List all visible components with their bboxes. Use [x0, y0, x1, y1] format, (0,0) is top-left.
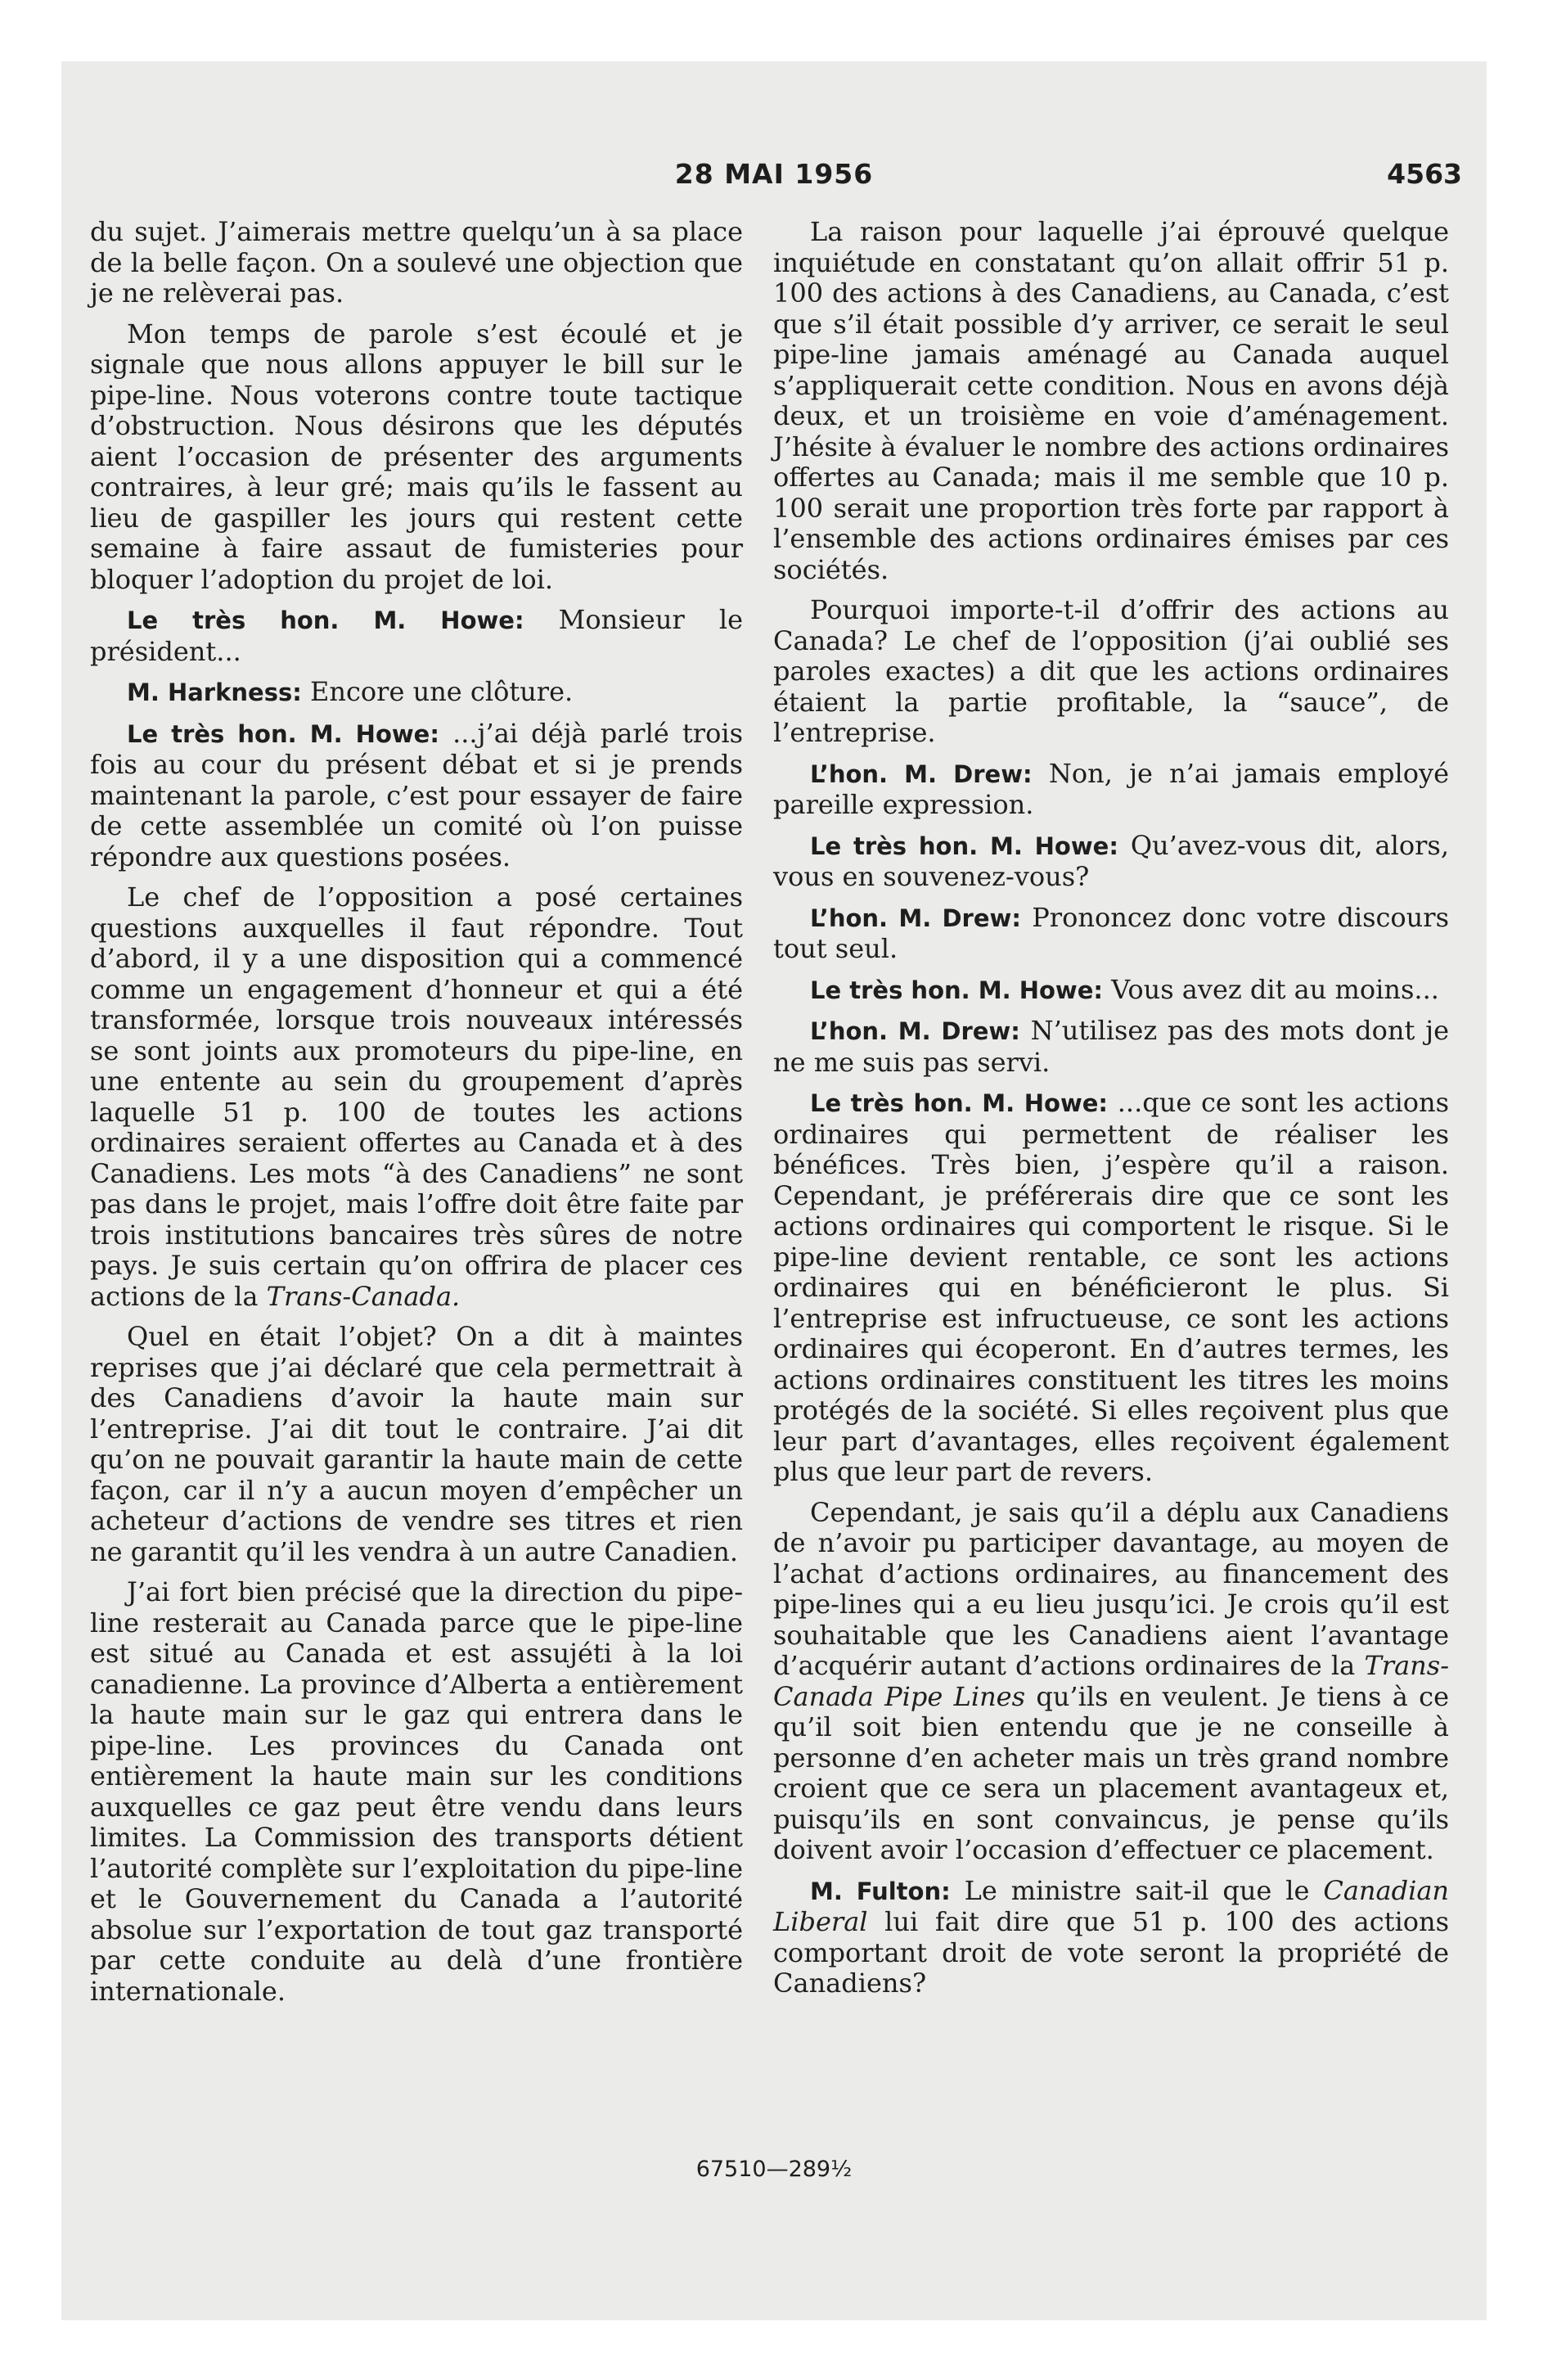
speech [90, 677, 743, 709]
paragraph [773, 1498, 1449, 1866]
speech-text: Monsieur le président... [90, 604, 744, 667]
speech [773, 759, 1449, 821]
speech-text: ...que ce sont les actions ordinaires qui permettent de réaliser les bénéfices. Très bien, j’espère qu’il a raison. Cependant, je préférerais dire que ce sont les actions ordinaires qui comportent le risque. Si le pipe-line devient rentable, ce sont les actions ordinaires qui en bénéficieront le plus. Si l’entreprise est infructueuse, ce sont les actions ordinaires qui écoperont. En d’autres termes, les actions ordinaires constituent les titres les moins protégés de la société. Si elles reçoivent plus que leur part d’avantages, elles reçoivent également plus que leur part de revers. [773, 1087, 1450, 1487]
speaker-name: M. Fulton: [810, 1877, 951, 1905]
speech [773, 975, 1449, 1007]
speech [773, 1876, 1449, 1999]
speaker-name: L’hon. M. Drew: [810, 1017, 1020, 1045]
footer-code: 67510—289½ [695, 2157, 853, 2182]
paragraph: du sujet. J’aimerais mettre quelqu’un à sa place de la belle façon. On a soulevé une objection que je ne relèverai pas. [90, 216, 743, 309]
speech-text: Qu’avez-vous dit, alors, vous en souvenez-vous? [773, 829, 1450, 892]
paragraph-text: Le chef de l’opposition a posé certaines questions auxquelles il faut répondre. Tout d’abord, il y a une disposition qui a commencé comme un engagement d’honneur et qui a été transformée, lorsque trois nouveaux intéressés se sont joints aux promoteurs du pipe-line, en une entente au sein du groupement d’après laquelle 51 p. 100 de toutes les actions ordinaires seraient offertes au Canada et à des Canadiens. Les mots “à des Canadiens” ne sont pas dans le projet, mais l’offre doit être faite par trois institutions bancaires très sûres de notre pays. Je suis certain qu’on offrira de placer ces actions de la [90, 881, 743, 1312]
paragraph: La raison pour laquelle j’ai éprouvé quelque inquiétude en constatant qu’on allait offrir 51 p. 100 des actions à des Canadiens, au Canada, c’est que s’il était possible d’y arriver, ce serait le seul pipe-line jamais aménagé au Canada auquel s’appliquerait cette condition. Nous en avons déjà deux, et un troisième en voie d’aménagement. J’hésite à évaluer le nombre des actions ordinaires offertes au Canada; mais il me semble que 10 p. 100 serait une proportion très forte par rapport à l’ensemble des actions ordinaires émises par ces sociétés. [773, 216, 1449, 585]
left-column [90, 217, 743, 2017]
speaker-name: L’hon. M. Drew: [810, 760, 1033, 788]
speaker-name: M. Harkness: [127, 678, 302, 706]
speaker-name: Le très hon. M. Howe: [127, 719, 439, 748]
italic-name: Canadian Liberal [773, 1874, 1450, 1937]
speech-text: Prononcez donc votre discours tout seul. [773, 901, 1449, 964]
speech-text: lui fait dire que 51 p. 100 des actions comportant droit de vote seront la propriété de Canadiens? [773, 1906, 1449, 1999]
speech-text: N’utilisez pas des mots dont je ne me suis pas servi. [773, 1015, 1450, 1078]
header-date: 28 MAI 1956 [674, 158, 874, 190]
speaker-name: Le très hon. M. Howe: [810, 976, 1103, 1004]
speaker-name: Le très hon. M. Howe: [127, 606, 524, 634]
speech [773, 1016, 1449, 1078]
italic-name: Trans-Canada. [266, 1280, 461, 1312]
speech [773, 831, 1449, 893]
speech-text: Encore une clôture. [301, 676, 574, 707]
right-column [773, 217, 1449, 2009]
paragraph [90, 882, 743, 1312]
paragraph: J’ai fort bien précisé que la direction du pipe-line resterait au Canada parce que le pipe-line est situé au Canada et est assujéti à la loi canadienne. La province d’Alberta a entièrement la haute main sur le gaz qui entrera dans le pipe-line. Les provinces du Canada ont entièrement la haute main sur les conditions auxquelles ce gaz peut être vendu dans leurs limites. La Commission des transports détient l’autorité complète sur l’exploitation du pipe-line et le Gouvernement du Canada a l’autorité absolue sur l’exportation de tout gaz transporté par cette conduite au delà d’une frontière internationale. [90, 1576, 743, 2007]
paragraph: Quel en était l’objet? On a dit à maintes reprises que j’ai déclaré que cela permettrait à des Canadiens d’avoir la haute main sur l’entreprise. J’ai dit tout le contraire. J’ai dit qu’on ne pouvait garantir la haute main de cette façon, car il n’y a aucun moyen d’empêcher un acheteur d’actions de vendre ses titres et rien ne garantit qu’il les vendra à un autre Canadien. [90, 1321, 743, 1567]
speech [90, 719, 743, 873]
speaker-name: Le très hon. M. Howe: [810, 832, 1118, 860]
page-number: 4563 [1387, 158, 1462, 190]
speech-text: Vous avez dit au moins... [1102, 973, 1439, 1005]
italic-name: Trans-Canada Pipe Lines [773, 1650, 1449, 1712]
paragraph-text: Cependant, je sais qu’il a déplu aux Canadiens de n’avoir pu participer davantage, au moyen de l’achat d’actions ordinaires, au financement des pipe-lines qui a eu lieu jusqu’ici. Je crois qu’il est souhaitable que les Canadiens aient l’avantage d’acquérir autant d’actions ordinaires de la [773, 1496, 1449, 1681]
speech-text: Non, je n’ai jamais employé pareille expression. [773, 757, 1449, 820]
paragraph: Mon temps de parole s’est écoulé et je signale que nous allons appuyer le bill sur le pipe-line. Nous voterons contre toute tactique d’obstruction. Nous désirons que les députés aient l’occasion de présenter des arguments contraires, à leur gré; mais qu’ils le fassent au lieu de gaspiller les jours qui restent cette semaine à faire assaut de fumisteries pour bloquer l’adoption du projet de loi. [90, 318, 743, 595]
paragraph-text: qu’ils en veulent. Je tiens à ce qu’il soit bien entendu que je ne conseille à personne d’en acheter mais un très grand nombre croient que ce sera un placement avantageux et, puisqu’ils en sont convaincus, je pense qu’ils doivent avoir l’occasion d’effectuer ce placement. [773, 1680, 1450, 1865]
speech-text: Le ministre sait-il que le [950, 1874, 1324, 1906]
speech [90, 605, 743, 667]
paragraph: Pourquoi importe-t-il d’offrir des actions au Canada? Le chef de l’opposition (j’ai oublié ses paroles exactes) a dit que les actions ordinaires étaient la partie profitable, la “sauce”, de l’entreprise. [773, 594, 1449, 748]
speaker-name: L’hon. M. Drew: [810, 904, 1021, 932]
page-header [61, 158, 1487, 207]
speaker-name: Le très hon. M. Howe: [810, 1089, 1109, 1117]
speech-text: ...j’ai déjà parlé trois fois au cour du présent débat et si je prends maintenant la parole, c’est pour essayer de faire de cette assemblée un comité où l’on puisse répondre aux questions posées. [90, 717, 743, 872]
speech [773, 1088, 1449, 1488]
speech [773, 903, 1449, 965]
scanned-page [61, 61, 1487, 2320]
